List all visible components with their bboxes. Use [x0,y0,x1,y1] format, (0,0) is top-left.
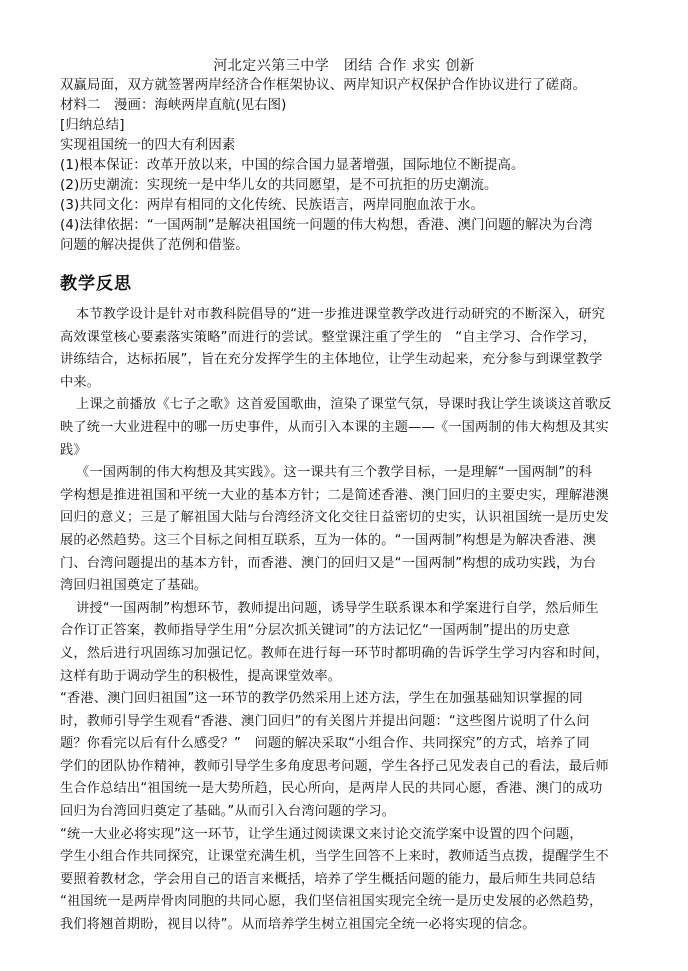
text-line: 高效课堂核心要素落实策略”而进行的尝试。整堂课注重了学生的 “自主学习、合作学习， [60,329,597,345]
text-line: 材料二 漫画：海峡两岸直航(见右图) [60,98,287,113]
text-line: 双赢局面，双方就签署两岸经济合作框架协议、两岸知识产权保护合作协议进行了磋商。 [60,78,587,93]
paragraph [60,824,640,937]
text-line: 要照着教材念，学会用自己的语言来概括，培养了学生概括问题的能力，最后师生共同总结 [60,871,596,887]
paragraph [60,304,640,394]
text-line: 《一国两制的伟大构想及其实践》。这一课共有三个教学目标，一是理解“一国两制”的科 [76,465,593,481]
text-line: “统一大业必将实现”这一环节，让学生通过阅读课文来讨论交流学案中设置的四个问题， [60,826,583,842]
text-line: 这样有助于调动学生的积极性，提高课堂效率。 [60,668,342,684]
text-line: 学构想是推进祖国和平统一大业的基本方针；二是简述香港、澳门回归的主要史实，理解港澳 [60,487,609,503]
school-name: 河北定兴第三中学 [213,58,330,74]
page-header [0,57,688,75]
text-line: (4)法律依据：“一国两制”是解决祖国统一问题的伟大构想，香港、澳门问题的解决为台湾 [60,218,593,233]
text-line: 湾回归祖国奠定了基础。 [60,578,208,594]
text-line: 回归为台湾回归奠定了基础。”从而引入台湾问题的学习。 [60,804,396,820]
text-line: 展的必然趋势。这三个目标之间相互联系，互为一体的。“一国两制”构想是为解决香港、澳 [60,532,597,548]
text-line: [归纳总结] [60,118,125,133]
text-line: 时，教师引导学生观看“香港、澳门回归”的有关图片并提出问题：“这些图片说明了什么问 [60,713,590,729]
text-line: 门、台湾问题提出的基本方针，而香港、澳门的回归又是“一国两制”构想的成功实践，为台 [60,555,597,571]
text-line: (1)根本保证：改革开放以来，中国的综合国力显著增强，国际地位不断提高。 [60,158,525,173]
text-line: 本节教学设计是针对市教科院倡导的“进一步推进课堂教学改进行动研究的不断深入，研究 [76,307,606,322]
text-line: 讲练结合，达标拓展”，旨在充分发挥学生的主体地位，让学生动起来，充分参与到课堂教学 [60,352,603,368]
text-line: “祖国统一是两岸骨肉同胞的共同心愿，我们坚信祖国实现完全统一是历史发展的必然趋势， [60,894,603,910]
paragraph [60,394,640,462]
paragraph [60,688,640,824]
school-motto: 团结 合作 求实 创新 [343,58,475,74]
text-line: 践》 [60,442,87,458]
text-line: 我们将翘首期盼，视目以待”。从而培养学生树立祖国完全统一必将实现的信念。 [60,917,536,933]
paragraph [60,462,640,598]
text-line: 义，然后进行巩固练习加强记忆。教师在进行每一环节时都明确的告诉学生学习内容和时间， [60,645,609,661]
text-line: 讲授“一国两制”构想环节，教师提出问题，诱导学生联系课本和学案进行自学，然后师生 [76,600,599,616]
text-line: 上课之前播放《七子之歌》这首爱国歌曲，渲染了课堂气氛，导课时我让学生谈谈这首歌反 [76,397,612,413]
text-line: 实现祖国统一的四大有利因素 [60,138,236,153]
text-line: 回归的意义；三是了解祖国大陆与台湾经济文化交往日益密切的史实，认识祖国统一是历史发 [60,510,609,526]
text-line: 题？你看完以后有什么感受？” 问题的解决采取“小组合作、共同探究”的方式，培养了同 [60,736,590,752]
text-line: “香港、澳门回归祖国”这一环节的教学仍然采用上述方法，学生在加强基础知识掌握的同 [60,691,583,707]
text-line: 合作订正答案，教师指导学生用“分层次抓关键词”的方法记忆“一国两制”提出的历史意 [60,623,571,639]
text-line: 学生小组合作共同探究，让课堂充满生机，当学生回答不上来时，教师适当点拨，提醒学生不 [60,849,609,865]
reflection-body [60,304,640,937]
material-section [60,76,640,256]
text-line: 生合作总结出“祖国统一是大势所趋，民心所向，是两岸人民的共同心愿，香港、澳门的成功 [60,781,603,797]
text-line: 中来。 [60,374,101,390]
text-line: 学们的团队协作精神，教师引导学生多角度思考问题，学生各抒己见发表自己的看法，最后师 [60,758,609,774]
text-line: 映了统一大业进程中的哪一历史事件，从而引入本课的主题——《一国两制的伟大构想及其实 [60,419,609,435]
text-line: 问题的解决提供了范例和借鉴。 [60,238,249,253]
text-line: (2)历史潮流：实现统一是中华儿女的共同愿望，是不可抗拒的历史潮流。 [60,178,498,193]
paragraph [60,598,640,688]
section-title: 教学反思 [60,274,132,294]
text-line: (3)共同文化：两岸有相同的文化传统、民族语言，两岸同胞血浓于水。 [60,198,484,213]
